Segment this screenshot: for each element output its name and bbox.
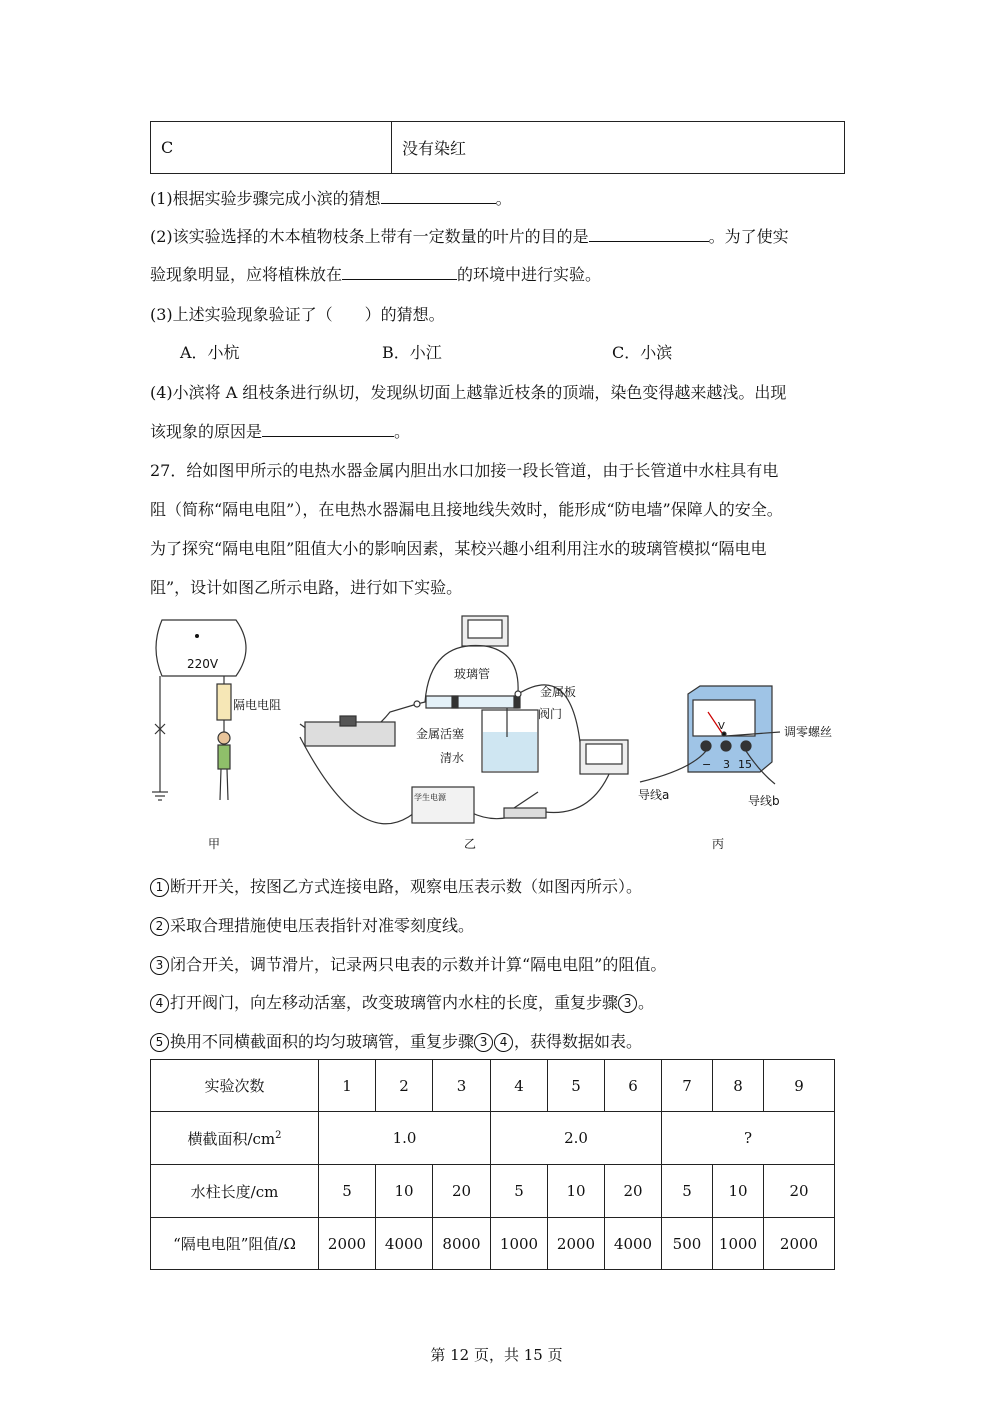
- question-2-line-1: (2)该实验选择的木本植物枝条上带有一定数量的叶片的目的是 。为了使实: [150, 227, 789, 246]
- table-cell: ?: [662, 1112, 835, 1165]
- table-cell: 5: [491, 1165, 548, 1218]
- table-cell: 1000: [491, 1218, 548, 1270]
- option-a: A．小杭: [180, 343, 240, 362]
- water-label: 清水: [440, 751, 465, 765]
- table-cell: 500: [662, 1218, 713, 1270]
- table-cell: 8000: [433, 1218, 491, 1270]
- table-cell: 20: [433, 1165, 491, 1218]
- row-label-area: 横截面积$/cm^2$: [151, 1112, 319, 1165]
- table-cell: 5: [548, 1060, 605, 1112]
- question-3: (3)上述实验现象验证了（ ）的猜想。: [150, 305, 445, 324]
- row-label-trials: 实验次数: [151, 1060, 319, 1112]
- table-row: [151, 1112, 835, 1165]
- terminal-3: 3: [723, 758, 730, 771]
- table-cell: 20: [605, 1165, 662, 1218]
- question-1: (1)根据实验步骤完成小滨的猜想 。: [150, 189, 512, 208]
- table-cell: 2000: [764, 1218, 835, 1270]
- table-cell: 10: [713, 1165, 764, 1218]
- circuit-figure: [140, 612, 860, 862]
- question-4-line-2: 该现象的原因是 。: [150, 422, 411, 441]
- table-cell: 2000: [319, 1218, 376, 1270]
- table-row: [151, 1218, 835, 1270]
- table-row: [151, 1060, 835, 1112]
- page-footer: 第 12 页，共 15 页: [430, 1346, 563, 1364]
- table-cell: 20: [764, 1165, 835, 1218]
- table-cell: 9: [764, 1060, 835, 1112]
- table-cell: 5: [319, 1165, 376, 1218]
- table-cell: 2000: [548, 1218, 605, 1270]
- table-cell: 5: [662, 1165, 713, 1218]
- row-label-resistance: “隔电电阻”阻值/Ω: [151, 1218, 319, 1270]
- voltage-label: 220V: [187, 657, 219, 671]
- answer-blank: [262, 422, 394, 437]
- table-cell: 7: [662, 1060, 713, 1112]
- table-cell: 2.0: [491, 1112, 662, 1165]
- piston-label: 金属活塞: [416, 727, 465, 741]
- answer-blank: [342, 265, 457, 280]
- step-4: 4 打开阀门，向左移动活塞，改变玻璃管内水柱的长度，重复步骤 3 。: [150, 990, 654, 1013]
- table-cell: 10: [548, 1165, 605, 1218]
- table-cell: 3: [433, 1060, 491, 1112]
- figure-jia: [152, 620, 246, 800]
- glass-tube-label: 玻璃管: [454, 667, 491, 681]
- answer-blank: [589, 227, 709, 242]
- table-cell: 2: [376, 1060, 433, 1112]
- question-27-line-4: 阻”，设计如图乙所示电路，进行如下实验。: [150, 578, 463, 597]
- table-row: [151, 1165, 835, 1218]
- row-label-length: 水柱长度/cm: [151, 1165, 319, 1218]
- top-table-col2: 没有染红: [392, 122, 845, 174]
- table-cell: 8: [713, 1060, 764, 1112]
- resistor-label: 隔电电阻: [233, 698, 282, 712]
- wire-a-label: 导线a: [638, 788, 670, 802]
- table-cell: 4000: [605, 1218, 662, 1270]
- table-cell: 4: [491, 1060, 548, 1112]
- table-cell: 1000: [713, 1218, 764, 1270]
- question-4-line-1: (4)小滨将 A 组枝条进行纵切，发现纵切面上越靠近枝条的顶端，染色变得越来越浅。出现: [150, 383, 787, 402]
- top-answer-table: [150, 121, 845, 174]
- step-5: 5 换用不同横截面积的均匀玻璃管，重复步骤 3 4 ，获得数据如表。: [150, 1029, 642, 1052]
- option-c: C．小滨: [612, 343, 673, 362]
- question-27-line-2: 阻（简称“隔电电阻”），在电热水器漏电且接地线失效时，能形成“防电墙”保障人的安全。: [150, 500, 783, 519]
- table-cell: 1: [319, 1060, 376, 1112]
- table-cell: 4000: [376, 1218, 433, 1270]
- question-27-line-3: 为了探究“隔电电阻”阻值大小的影响因素，某校兴趣小组利用注水的玻璃管模拟“隔电电: [150, 539, 767, 558]
- meter-v-label: V: [718, 721, 725, 732]
- valve-label: 阀门: [538, 707, 563, 721]
- top-table-col1: C: [151, 122, 392, 174]
- caption-bing: 丙: [712, 837, 725, 851]
- terminal-15: 15: [738, 758, 752, 771]
- table-cell: 6: [605, 1060, 662, 1112]
- question-2-line-2: 验现象明显，应将植株放在 的环境中进行实验。: [150, 265, 602, 284]
- table-cell: 10: [376, 1165, 433, 1218]
- terminal-minus: −: [702, 758, 712, 771]
- caption-yi: 乙: [464, 837, 477, 851]
- data-table: [150, 1059, 835, 1270]
- table-cell: 1.0: [319, 1112, 491, 1165]
- step-3: 3 闭合开关，调节滑片，记录两只电表的示数并计算“隔电电阻”的阻值。: [150, 952, 666, 975]
- step-1: 1 断开开关，按图乙方式连接电路，观察电压表示数（如图丙所示）。: [150, 874, 642, 897]
- zero-screw-label: 调零螺丝: [784, 725, 833, 739]
- step-2: 2 采取合理措施使电压表指针对准零刻度线。: [150, 913, 474, 936]
- metal-plate-label: 金属板: [540, 685, 577, 699]
- power-supply-label: 学生电源: [414, 793, 446, 802]
- question-27-line-1: 27．给如图甲所示的电热水器金属内胆出水口加接一段长管道，由于长管道中水柱具有电: [150, 461, 779, 480]
- figure-yi: [300, 616, 628, 824]
- answer-blank: [381, 189, 496, 204]
- option-b: B．小江: [382, 343, 442, 362]
- wire-b-label: 导线b: [748, 794, 780, 808]
- caption-jia: 甲: [208, 837, 221, 851]
